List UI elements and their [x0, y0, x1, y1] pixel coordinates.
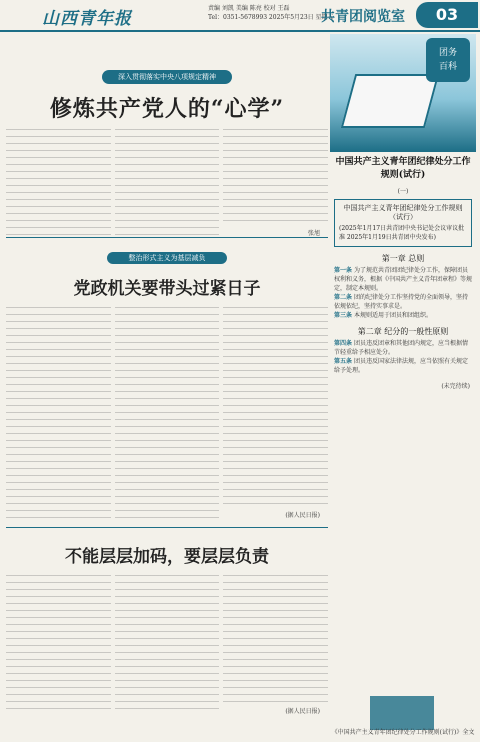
- article-3-text-col1: [6, 575, 111, 715]
- page-number-badge: 03: [416, 2, 478, 28]
- article-num: 第五条: [334, 358, 353, 365]
- article-item: [330, 339, 476, 357]
- article-1-text-col3: [223, 129, 328, 225]
- sidebar-column: [330, 34, 476, 736]
- masthead-meta-line2: Tel：0351-5678993 2025年5月23日 星期五: [208, 14, 334, 21]
- article-1-body: [6, 129, 328, 235]
- article-text: 团员违反国家法律法规，应当依照有关规定给予处理。: [334, 358, 468, 374]
- chapter-2-articles: [330, 339, 476, 375]
- article-2-text-col3: [223, 307, 328, 507]
- article-text: 团的纪律处分工作坚持党的全面领导，坚持依规依纪，坚持实事求是。: [334, 294, 468, 310]
- tuanwu-baike-badge: [426, 38, 470, 82]
- article-3-headline: 不能层层加码，要层层负责: [65, 547, 269, 567]
- book-icon: [341, 74, 439, 128]
- article-2-author: (据人民日报): [285, 512, 321, 519]
- article-2-text-col1: [6, 307, 111, 519]
- masthead-meta: [208, 4, 334, 22]
- article-2-kicker: 整治形式主义为基层减负: [107, 252, 227, 264]
- article-1-text-col1: [6, 129, 111, 235]
- article-text: 团员违反团章和其他团内规定，应当根据情节轻重给予相应处分。: [334, 340, 468, 356]
- law-title: 中国共产主义青年团纪律处分工作规则(试行): [335, 157, 471, 180]
- article-num: 第二条: [334, 294, 353, 301]
- badge-line1: 团务: [438, 48, 457, 58]
- article-item: [330, 266, 476, 293]
- article-num: 第一条: [334, 267, 353, 274]
- article-num: 第三条: [334, 312, 353, 319]
- article-1-headline: 修炼共产党人的“心学”: [49, 96, 285, 122]
- article-item: [330, 357, 476, 375]
- sidebar-illustration: [330, 34, 476, 152]
- article-item: [330, 311, 476, 320]
- article-2-headline: 党政机关要带头过紧日子: [73, 279, 261, 299]
- law-note: (2025年1月17日共青团中央书记处会议审议批准 2025年1月19日共青团中央发布): [339, 225, 465, 241]
- sidebar-footer-image: [370, 696, 434, 730]
- article-2: [6, 252, 328, 519]
- article-1-author: 张旭: [308, 230, 321, 237]
- badge-line2: 百科: [438, 62, 457, 72]
- law-info-box: [334, 199, 472, 247]
- article-3: [6, 542, 328, 715]
- article-text: 为了规范共青团团纪律处分工作，保障团员权利和义务，根据《中国共产主义青年团章程》等规定，制定本规则。: [334, 267, 473, 292]
- article-1: [6, 70, 328, 235]
- masthead-meta-line1: 责编 刘凯 美编 陈亮 校对 王磊: [208, 5, 290, 12]
- chapter-1-title: 第一章 总则: [381, 254, 425, 263]
- article-3-body: [6, 575, 328, 715]
- divider-2: [6, 527, 328, 534]
- law-subtitle: 中国共产主义青年团纪律处分工作规则（试行）: [343, 204, 463, 221]
- article-num: 第四条: [334, 340, 353, 347]
- article-1-kicker: 深入贯彻落实中央八项规定精神: [102, 70, 232, 84]
- newspaper-logo: 山西青年报: [42, 9, 132, 29]
- chapter-2-title: 第二章 纪分的一般性原则: [357, 327, 449, 336]
- article-item: [330, 293, 476, 311]
- main-column: [6, 34, 328, 715]
- article-3-text-col3: [223, 575, 328, 703]
- article-3-author: (据人民日报): [285, 708, 321, 715]
- article-2-body: [6, 307, 328, 519]
- article-text: 本规则适用于团员和团组织。: [353, 312, 432, 319]
- divider-1: [6, 237, 328, 244]
- to-be-continued: (未完待续): [441, 383, 470, 390]
- masthead: [0, 0, 480, 32]
- chapter-1-articles: [330, 266, 476, 320]
- article-3-text-col2: [115, 575, 220, 715]
- section-title: 共青团阅览室: [321, 9, 405, 25]
- sidebar-footer-caption: 《中国共产主义青年团纪律处分工作规则(试行)》全文: [331, 729, 475, 736]
- law-part: (一): [397, 188, 409, 195]
- article-2-text-col2: [115, 307, 220, 519]
- article-1-text-col2: [115, 129, 220, 235]
